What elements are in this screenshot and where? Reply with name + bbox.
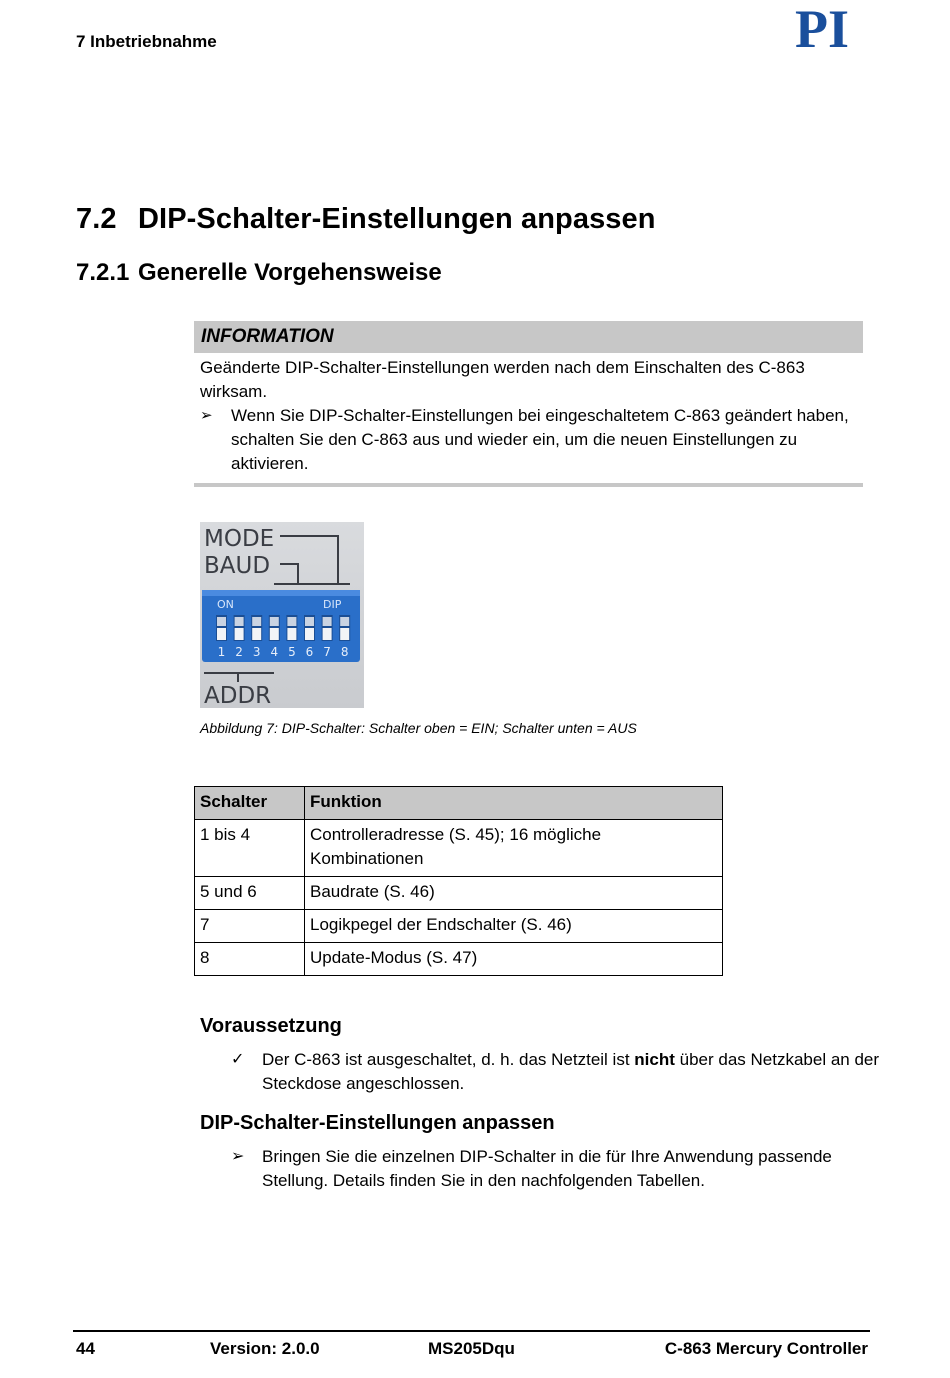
- dip-switch-upper: [340, 617, 349, 626]
- dip-switch-upper: [252, 617, 261, 626]
- dip-switch-upper: [235, 617, 244, 626]
- footer-version: Version: 2.0.0: [210, 1339, 320, 1358]
- figure-caption: Abbildung 7: DIP-Schalter: Schalter oben = EIN; Schalter unten = AUS: [200, 720, 637, 736]
- prerequisite-text-end: über das Netzkabel an der Steckdose angeschlossen.: [262, 1050, 880, 1093]
- subsection-number: 7.2.1: [76, 259, 130, 286]
- table-cell: 1 bis 4: [195, 820, 305, 877]
- dip-label: DIP: [323, 598, 342, 611]
- section-heading: [76, 203, 656, 236]
- subsection-heading: [76, 259, 442, 287]
- table-row: [195, 820, 723, 877]
- arrow-bullet-icon: ➢: [200, 407, 213, 424]
- dip-switch-number: 4: [270, 645, 279, 659]
- table-header-cell: Schalter: [195, 787, 305, 820]
- procedure-text: Bringen Sie die einzelnen DIP-Schalter in die für Ihre Anwendung passende Stellung. Details finden Sie in den nachfolgenden Tabellen.: [262, 1147, 832, 1190]
- table-cell: Baudrate (S. 46): [305, 877, 723, 910]
- subsection-title: Generelle Vorgehensweise: [138, 259, 442, 286]
- prerequisite-item: [231, 1048, 881, 1096]
- dip-switch-toggle: [340, 628, 349, 640]
- prerequisite-text-start: Der C-863 ist ausgeschaltet, d. h. das Netzteil ist: [262, 1050, 635, 1069]
- logo-text: PI: [795, 4, 849, 52]
- dip-switch-number: 5: [288, 645, 296, 659]
- dip-switch-upper: [287, 617, 296, 626]
- table-cell: 8: [195, 943, 305, 976]
- table-header-cell: Funktion: [305, 787, 723, 820]
- information-bottom-rule: [194, 483, 863, 487]
- information-box: [194, 321, 863, 487]
- table-cell: 5 und 6: [195, 877, 305, 910]
- checkmark-icon: ✓: [231, 1051, 245, 1068]
- dip-switch-number: 1: [217, 645, 226, 659]
- dip-switch-number: 6: [305, 645, 314, 659]
- section-title: DIP-Schalter-Einstellungen anpassen: [138, 203, 656, 235]
- dip-switch-number: 7: [323, 645, 331, 659]
- dip-switch-upper: [217, 617, 226, 626]
- dip-switch-upper: [323, 617, 332, 626]
- dip-switch-toggle: [305, 628, 314, 640]
- dip-switch-toggle: [323, 628, 332, 640]
- pi-logo: [772, 4, 872, 52]
- mode-label: MODE: [204, 526, 275, 552]
- table-cell: Controlleradresse (S. 45); 16 mögliche Kombinationen: [305, 820, 723, 877]
- addr-label: ADDR: [204, 683, 272, 708]
- dip-switch-number: 2: [235, 645, 243, 659]
- footer-product: C-863 Mercury Controller: [664, 1339, 868, 1358]
- dip-switch-toggle: [252, 628, 261, 640]
- table-cell: 7: [195, 910, 305, 943]
- table-cell: Logikpegel der Endschalter (S. 46): [305, 910, 723, 943]
- table-header-row: [195, 787, 723, 820]
- dip-switch-number: 3: [252, 645, 261, 659]
- dip-switch-upper: [305, 617, 314, 626]
- dip-switch-toggle: [217, 628, 226, 640]
- procedure-item: [231, 1145, 881, 1193]
- chapter-header: 7 Inbetriebnahme: [76, 32, 217, 51]
- table-row: [195, 943, 723, 976]
- dip-switch-toggle: [235, 628, 244, 640]
- information-text: Geänderte DIP-Schalter-Einstellungen werden nach dem Einschalten des C-863 wirksam.: [200, 358, 805, 401]
- footer-rule: [73, 1330, 870, 1332]
- on-label: ON: [217, 598, 234, 611]
- arrow-bullet-icon: ➢: [231, 1148, 245, 1165]
- dip-switch-toggle: [287, 628, 296, 640]
- procedure-heading: DIP-Schalter-Einstellungen anpassen: [200, 1112, 555, 1134]
- table-row: [195, 877, 723, 910]
- dip-switch-toggle: [270, 628, 279, 640]
- dip-switch-photo: [200, 522, 364, 708]
- information-bullet: [200, 404, 857, 476]
- switch-function-table: [194, 786, 723, 976]
- dip-switch-upper: [270, 617, 279, 626]
- footer-doc-id: MS205Dqu: [428, 1339, 515, 1358]
- table-cell: Update-Modus (S. 47): [305, 943, 723, 976]
- information-bullet-text: Wenn Sie DIP-Schalter-Einstellungen bei eingeschaltetem C-863 geändert haben, schalten Sie den C-863 aus und wieder ein, um die neuen Einstellungen zu aktivieren.: [231, 406, 849, 473]
- dip-switch-number: 8: [340, 645, 349, 659]
- page-number: 44: [76, 1339, 95, 1358]
- table-row: [195, 910, 723, 943]
- information-heading: INFORMATION: [194, 321, 863, 353]
- prerequisite-text-bold: nicht: [634, 1050, 675, 1069]
- baud-label: BAUD: [204, 553, 271, 579]
- section-number: 7.2: [76, 203, 117, 235]
- prerequisite-heading: Voraussetzung: [200, 1015, 342, 1037]
